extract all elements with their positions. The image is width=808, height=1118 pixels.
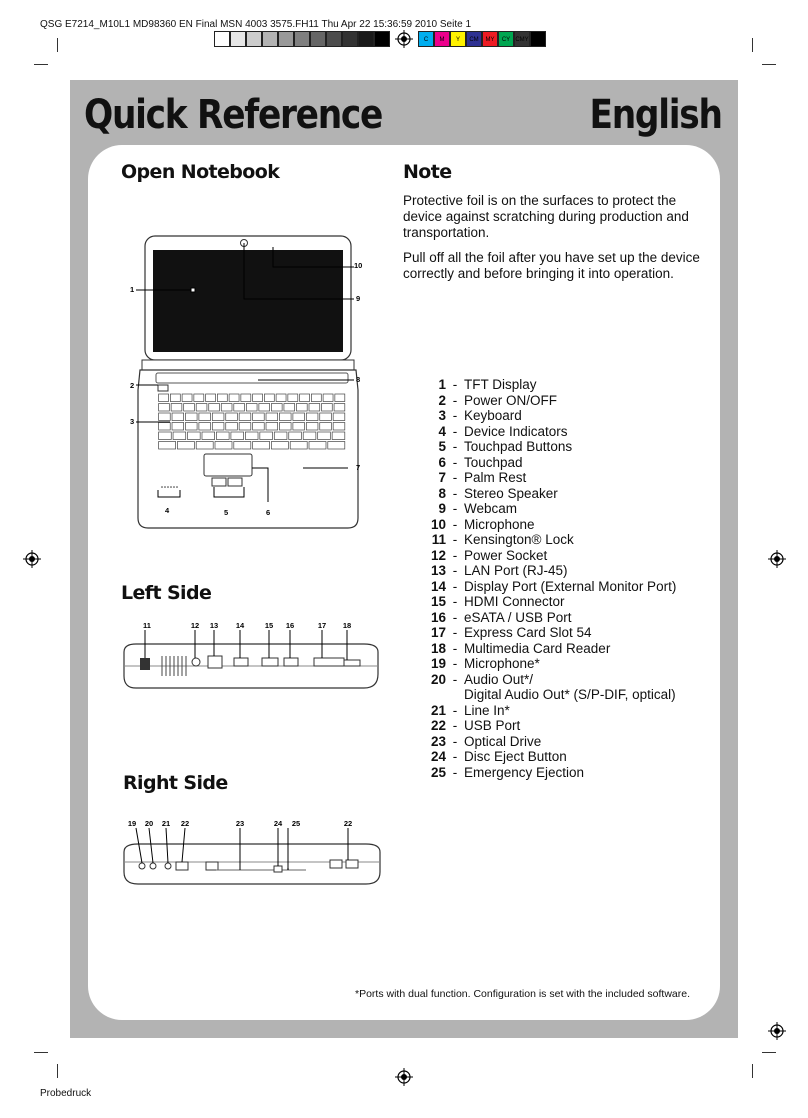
keyboard-key (196, 442, 213, 450)
keyboard-key (296, 404, 307, 412)
legend-item (420, 656, 676, 672)
svg-text:22: 22 (180, 819, 190, 828)
keyboard-key (177, 442, 194, 450)
gray-swatch (278, 31, 294, 47)
keyboard-key (159, 442, 176, 450)
keyboard-key (259, 404, 270, 412)
gray-swatch (342, 31, 358, 47)
legend-label: Audio Out*/ (464, 671, 534, 687)
legend-label: Power ON/OFF (464, 392, 558, 408)
keyboard-key (290, 442, 307, 450)
color-swatch: C (418, 31, 434, 47)
legend-item (420, 718, 676, 734)
legend-item (420, 377, 676, 393)
keyboard-key (276, 394, 286, 402)
legend-item (420, 439, 676, 455)
keyboard-key (159, 413, 171, 421)
color-swatch: CY (498, 31, 514, 47)
legend-dash: - (452, 671, 458, 687)
keyboard-key (173, 432, 186, 440)
page-title: Quick Reference (84, 92, 383, 138)
legend-dash: - (452, 640, 458, 656)
keyboard-key (159, 432, 172, 440)
keyboard-key (172, 423, 184, 431)
legend-label: Palm Rest (464, 470, 527, 485)
legend-label: Optical Drive (464, 733, 542, 749)
section-heading-left-side: Left Side (121, 582, 212, 604)
svg-text:24: 24 (273, 819, 283, 828)
keyboard-key (221, 404, 232, 412)
keyboard-key (289, 432, 302, 440)
keyboard-key (293, 413, 305, 421)
legend-label: Emergency Ejection (464, 764, 585, 780)
keyboard-key (209, 404, 220, 412)
legend-label: Kensington® Lock (464, 532, 574, 547)
legend-number: 15 (430, 594, 446, 609)
legend-label: USB Port (464, 718, 521, 733)
note-paragraph-1: Protective foil is on the surfaces to protect the device against scratching during production and transportation. (403, 193, 689, 240)
legend-number: 6 (438, 454, 446, 470)
legend-number: 1 (438, 377, 446, 392)
legend-label: Multimedia Card Reader (464, 640, 611, 656)
legend-number: 19 (430, 656, 446, 671)
gray-calibration-bar (214, 31, 390, 47)
keyboard-key (288, 394, 298, 402)
left-side-illustration (116, 618, 396, 698)
legend-item (420, 408, 676, 424)
legend-item (420, 734, 676, 750)
legend-number (420, 687, 446, 703)
legend-label: Power Socket (464, 547, 548, 563)
gray-swatch (358, 31, 374, 47)
color-swatch: K (530, 31, 546, 47)
legend-label: Microphone (464, 516, 535, 532)
display-port-icon (234, 658, 248, 666)
note-paragraph-2: Pull off all the foil after you have set up the device correctly and before bringing it into operation. (403, 250, 700, 281)
lan-port-icon (208, 656, 222, 668)
legend-number: 12 (430, 547, 446, 563)
keyboard-key (309, 442, 326, 450)
crop-mark (752, 38, 753, 52)
svg-text:9: 9 (356, 294, 361, 303)
gray-swatch (214, 31, 230, 47)
legend-dash: - (452, 408, 458, 423)
kensington-lock-icon (140, 658, 150, 670)
legend-label: Touchpad Buttons (464, 439, 573, 454)
keyboard-key (215, 442, 232, 450)
legend-item (420, 532, 676, 548)
legend-item (420, 579, 676, 595)
crop-mark (762, 1052, 776, 1053)
legend-dash: - (452, 516, 458, 532)
speaker-grille (156, 373, 348, 383)
keyboard-key (234, 442, 251, 450)
legend-item (420, 672, 676, 688)
usb-port-icon (346, 860, 358, 868)
keyboard-key (199, 423, 211, 431)
keyboard-key (159, 404, 170, 412)
section-heading-open-notebook: Open Notebook (121, 161, 280, 183)
svg-text:1: 1 (130, 285, 135, 294)
keyboard-key (279, 413, 291, 421)
language-title: English (589, 92, 722, 138)
legend-number: 17 (430, 625, 446, 640)
legend-number: 4 (438, 423, 446, 439)
crop-mark (752, 1064, 753, 1078)
section-heading-note: Note (403, 161, 452, 183)
gray-swatch (374, 31, 390, 47)
legend-dash: - (452, 656, 458, 671)
hdmi-port-icon (262, 658, 278, 666)
power-socket-icon (192, 658, 200, 666)
keyboard-key (271, 404, 282, 412)
keyboard-key (266, 413, 278, 421)
keyboard-key (226, 413, 238, 421)
legend-dash: - (452, 532, 458, 547)
legend-item (420, 424, 676, 440)
keyboard-key (239, 413, 251, 421)
registration-mark-icon (768, 1022, 786, 1040)
line-in-jack-icon (165, 863, 171, 869)
keyboard-key (241, 394, 251, 402)
keyboard-key (318, 432, 331, 440)
legend-label: Disc Eject Button (464, 749, 567, 764)
keyboard-key (274, 432, 287, 440)
keyboard-key (159, 423, 171, 431)
legend-number: 24 (430, 749, 446, 764)
legend-dash: - (452, 423, 458, 439)
keyboard-key (226, 423, 238, 431)
esata-port-icon (284, 658, 298, 666)
legend-number: 11 (431, 532, 446, 547)
crop-mark (57, 1064, 58, 1078)
legend-number: 22 (430, 718, 446, 733)
keyboard-key (279, 423, 291, 431)
svg-text:11: 11 (143, 621, 151, 630)
legend-number: 5 (438, 439, 446, 454)
keyboard-key (212, 413, 224, 421)
legend-item (420, 548, 676, 564)
svg-text:22: 22 (343, 819, 353, 828)
legend-number: 7 (438, 470, 446, 485)
keyboard-key (300, 394, 310, 402)
keyboard-key (333, 413, 345, 421)
express-card-slot (314, 658, 344, 666)
svg-text:19: 19 (127, 819, 137, 828)
microphone-jack-icon (139, 863, 145, 869)
print-header: QSG E7214_M10L1 MD98360 EN Final MSN 4003 3575.FH11 Thu Apr 22 15:36:59 2010 Seite 1 (40, 19, 472, 30)
print-footer: Probedruck (40, 1088, 92, 1099)
svg-text:25: 25 (291, 819, 301, 828)
keyboard-key (334, 404, 345, 412)
legend-dash: - (452, 749, 458, 764)
legend-number: 9 (438, 501, 446, 516)
keyboard-key (253, 442, 270, 450)
color-swatch: M (434, 31, 450, 47)
legend-dash: - (452, 578, 458, 594)
legend-label: Stereo Speaker (464, 485, 558, 501)
legend-item (420, 687, 676, 703)
legend-dash: - (452, 439, 458, 454)
legend-dash: - (452, 764, 458, 780)
color-swatch: Y (450, 31, 466, 47)
crop-mark (57, 38, 58, 52)
legend-item (420, 765, 676, 781)
usb-port-icon (330, 860, 342, 868)
legend-number: 8 (438, 485, 446, 501)
legend-label: Express Card Slot 54 (464, 625, 592, 640)
gray-swatch (310, 31, 326, 47)
legend-dash: - (452, 625, 458, 640)
touchpad-button-left (212, 478, 226, 486)
keyboard-key (184, 404, 195, 412)
legend-number: 18 (430, 640, 446, 656)
keyboard-key (335, 394, 345, 402)
legend-dash: - (452, 470, 458, 485)
keyboard-key (171, 404, 182, 412)
color-calibration-bar (418, 31, 546, 47)
audio-out-jack-icon (150, 863, 156, 869)
legend-dash: - (452, 733, 458, 749)
legend-dash: - (452, 485, 458, 501)
registration-mark-icon (23, 550, 41, 568)
keyboard-key (246, 404, 257, 412)
keyboard-key (202, 432, 215, 440)
card-reader-slot (344, 660, 360, 666)
legend-dash: - (452, 594, 458, 609)
legend-dash: - (452, 377, 458, 392)
legend-number: 3 (438, 408, 446, 423)
keyboard-key (170, 394, 180, 402)
legend-dash: - (452, 563, 458, 578)
keyboard-key (333, 423, 345, 431)
svg-text:20: 20 (144, 819, 154, 828)
keyboard-key (253, 394, 263, 402)
keyboard-key (229, 394, 239, 402)
legend-number: 20 (430, 671, 446, 687)
svg-text:15: 15 (264, 621, 274, 630)
legend-item (420, 455, 676, 471)
legend-label: Keyboard (464, 408, 522, 423)
svg-text:2: 2 (130, 381, 135, 390)
keyboard-key (206, 394, 216, 402)
tft-display (153, 250, 343, 352)
legend-dash: - (452, 501, 458, 516)
legend-number: 2 (438, 392, 446, 408)
legend-number: 13 (430, 563, 446, 578)
legend-item (420, 625, 676, 641)
keyboard-key (303, 432, 316, 440)
color-swatch: MY (482, 31, 498, 47)
usb-port-icon (176, 862, 188, 870)
legend-item (420, 501, 676, 517)
legend-dash: - (452, 392, 458, 408)
keyboard-key (306, 423, 318, 431)
keyboard-key (271, 442, 288, 450)
legend-dash: - (452, 454, 458, 470)
right-side-illustration (116, 816, 396, 896)
keyboard-key (216, 432, 229, 440)
keyboard-key (328, 442, 345, 450)
legend-number: 16 (430, 609, 446, 625)
svg-text:23: 23 (235, 819, 245, 828)
keyboard-key (199, 413, 211, 421)
gray-swatch (262, 31, 278, 47)
keyboard-key (332, 432, 345, 440)
legend-label: Device Indicators (464, 423, 568, 439)
legend-item (420, 594, 676, 610)
legend-label: Digital Audio Out* (S/P-DIF, optical) (464, 687, 676, 702)
keyboard-key (253, 423, 265, 431)
legend-dash: - (452, 609, 458, 625)
color-swatch: CMY (514, 31, 530, 47)
keyboard-key (264, 394, 274, 402)
legend-label: eSATA / USB Port (464, 609, 572, 625)
legend-number: 25 (430, 764, 446, 780)
svg-text:7: 7 (356, 463, 361, 472)
legend-item (420, 393, 676, 409)
legend-number: 21 (430, 702, 446, 718)
legend-number: 10 (430, 516, 446, 532)
legend-label: Touchpad (464, 454, 523, 470)
legend-label: TFT Display (464, 377, 537, 392)
svg-text:18: 18 (342, 621, 352, 630)
keyboard-key (172, 413, 184, 421)
keyboard-key (284, 404, 295, 412)
component-legend (420, 377, 676, 780)
gray-swatch (326, 31, 342, 47)
legend-item (420, 641, 676, 657)
footnote: *Ports with dual function. Configuration is set with the included software. (355, 988, 691, 1000)
keyboard-key (320, 423, 332, 431)
keyboard-key (196, 404, 207, 412)
svg-text:21: 21 (161, 819, 171, 828)
legend-item (420, 486, 676, 502)
legend-item (420, 703, 676, 719)
svg-text:5: 5 (224, 508, 229, 517)
crop-mark (762, 64, 776, 65)
keyboard-key (182, 394, 192, 402)
svg-text:12: 12 (190, 621, 200, 630)
registration-mark-icon (395, 1068, 413, 1086)
svg-text:6: 6 (266, 508, 271, 517)
legend-label: LAN Port (RJ-45) (464, 563, 568, 578)
keyboard-key (159, 394, 169, 402)
legend-dash: - (452, 718, 458, 733)
touchpad-button-right (228, 478, 242, 486)
keyboard-key (260, 432, 273, 440)
legend-item (420, 610, 676, 626)
keyboard-key (253, 413, 265, 421)
gray-swatch (230, 31, 246, 47)
keyboard-key (309, 404, 320, 412)
color-swatch: CM (466, 31, 482, 47)
legend-number: 23 (430, 733, 446, 749)
gray-swatch (246, 31, 262, 47)
keyboard-key (234, 404, 245, 412)
crop-mark (34, 1052, 48, 1053)
touchpad (204, 454, 252, 476)
legend-label: Display Port (External Monitor Port) (464, 578, 677, 594)
section-heading-right-side: Right Side (123, 772, 228, 794)
power-button (158, 385, 168, 391)
legend-label: HDMI Connector (464, 594, 565, 609)
disc-eject-button (274, 866, 282, 872)
svg-text:3: 3 (130, 417, 135, 426)
keyboard-key (293, 423, 305, 431)
legend-dash: - (452, 547, 458, 563)
keyboard-key (311, 394, 321, 402)
keyboard-key (306, 413, 318, 421)
svg-text:16: 16 (285, 621, 295, 630)
svg-text:8: 8 (356, 375, 361, 384)
crop-mark (34, 64, 48, 65)
open-notebook-illustration (118, 232, 388, 532)
svg-text:10: 10 (354, 261, 363, 270)
svg-text:17: 17 (317, 621, 327, 630)
legend-label: Microphone* (464, 656, 540, 671)
legend-item (420, 470, 676, 486)
legend-dash (446, 687, 464, 703)
legend-label: Line In* (464, 702, 510, 718)
keyboard-key (185, 423, 197, 431)
gray-swatch (294, 31, 310, 47)
keyboard-key (239, 423, 251, 431)
registration-mark-icon (768, 550, 786, 568)
legend-label: Webcam (464, 501, 518, 516)
svg-text:4: 4 (165, 506, 170, 515)
registration-mark-icon (395, 30, 413, 48)
legend-item (420, 749, 676, 765)
keyboard-key (266, 423, 278, 431)
keyboard-key (188, 432, 201, 440)
keyboard-key (323, 394, 333, 402)
keyboard-key (245, 432, 258, 440)
legend-item (420, 517, 676, 533)
keyboard-key (212, 423, 224, 431)
legend-dash: - (452, 702, 458, 718)
keyboard-key (231, 432, 244, 440)
keyboard-key (217, 394, 227, 402)
keyboard-key (322, 404, 333, 412)
emergency-eject-hole (287, 868, 289, 870)
keyboard-key (185, 413, 197, 421)
keyboard-key (320, 413, 332, 421)
legend-item (420, 563, 676, 579)
legend-number: 14 (430, 578, 446, 594)
svg-text:13: 13 (209, 621, 219, 630)
keyboard-key (194, 394, 204, 402)
svg-text:14: 14 (235, 621, 245, 630)
